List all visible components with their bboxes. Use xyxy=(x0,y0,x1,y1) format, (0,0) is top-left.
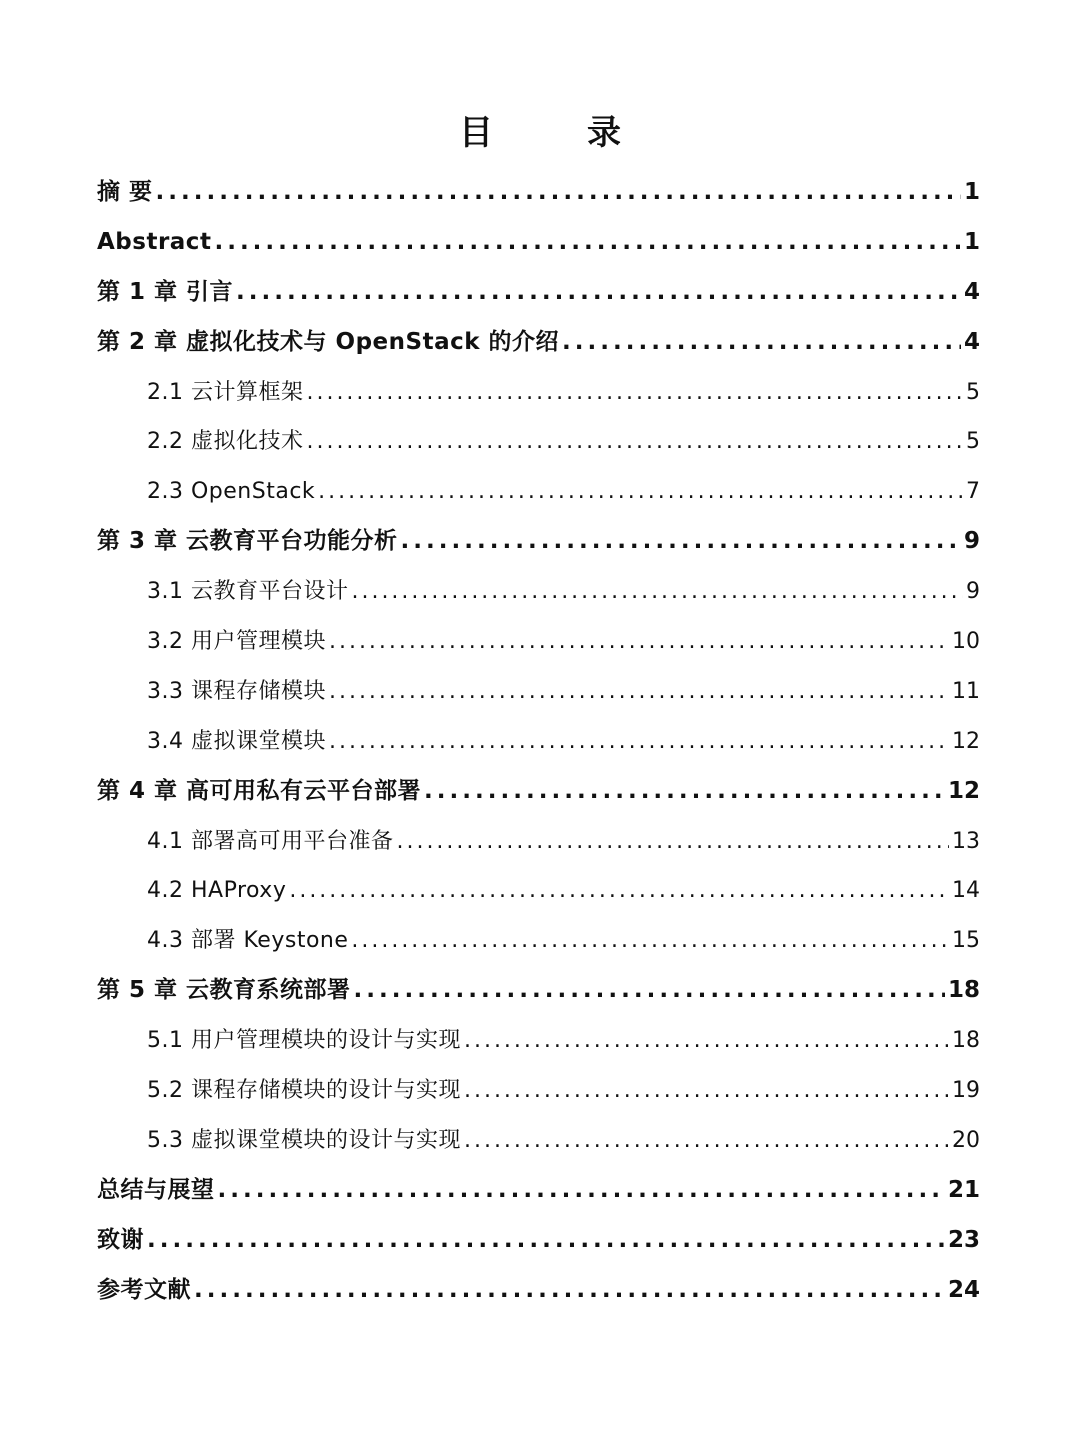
toc-entry[interactable] xyxy=(97,617,980,667)
toc-entry-page-number: 13 xyxy=(952,828,980,854)
toc-dot-leader xyxy=(401,517,961,567)
toc-entry[interactable] xyxy=(97,1166,980,1216)
toc-entry-label: 4.2 HAProxy xyxy=(147,878,287,904)
toc-entry[interactable] xyxy=(97,318,980,368)
toc-dot-leader xyxy=(289,866,949,916)
toc-dot-leader xyxy=(329,667,949,717)
toc-entry-label: 第 2 章 虚拟化技术与 OpenStack 的介绍 xyxy=(97,328,560,355)
toc-entry-page-number: 12 xyxy=(947,777,980,804)
toc-dot-leader xyxy=(351,567,963,617)
toc-entry-label: 3.4 虚拟课堂模块 xyxy=(147,728,326,754)
toc-dot-leader xyxy=(464,1016,949,1066)
toc-dot-leader xyxy=(236,268,961,318)
toc-entry-page-number: 4 xyxy=(963,278,980,305)
toc-entry-label: 第 1 章 引言 xyxy=(97,278,234,305)
toc-entry-page-number: 23 xyxy=(947,1226,980,1253)
toc-entry-page-number: 24 xyxy=(947,1276,980,1303)
toc-entry-label: 2.3 OpenStack xyxy=(147,479,316,505)
toc-entry[interactable] xyxy=(97,1216,980,1266)
toc-entry[interactable] xyxy=(97,517,980,567)
toc-entry[interactable] xyxy=(97,1116,980,1166)
toc-list xyxy=(97,168,980,1315)
toc-entry-page-number: 18 xyxy=(952,1028,980,1054)
toc-entry-page-number: 7 xyxy=(966,479,980,505)
toc-entry-label: 4.3 部署 Keystone xyxy=(147,928,349,954)
toc-entry-page-number: 1 xyxy=(963,228,980,255)
toc-entry-label: 4.1 部署高可用平台准备 xyxy=(147,828,394,854)
toc-entry[interactable] xyxy=(97,966,980,1016)
toc-entry[interactable] xyxy=(97,667,980,717)
toc-entry-page-number: 1 xyxy=(963,179,980,205)
toc-dot-leader xyxy=(351,916,949,966)
toc-dot-leader xyxy=(306,368,963,418)
toc-entry-page-number: 5 xyxy=(966,379,980,405)
toc-entry-label: 2.2 虚拟化技术 xyxy=(147,429,304,455)
toc-entry[interactable] xyxy=(97,467,980,517)
toc-entry[interactable] xyxy=(97,817,980,867)
toc-entry-label: 第 4 章 高可用私有云平台部署 xyxy=(97,777,422,804)
toc-entry[interactable] xyxy=(97,218,980,268)
toc-entry[interactable] xyxy=(97,268,980,318)
toc-dot-leader xyxy=(562,318,961,368)
toc-entry-label: 3.1 云教育平台设计 xyxy=(147,579,349,605)
toc-entry-label: 2.1 云计算框架 xyxy=(147,379,304,405)
toc-entry[interactable] xyxy=(97,916,980,966)
toc-entry-label: Abstract xyxy=(97,228,212,255)
toc-dot-leader xyxy=(329,617,949,667)
toc-entry-page-number: 20 xyxy=(952,1127,980,1153)
toc-entry-page-number: 10 xyxy=(952,629,980,655)
toc-entry-label: 摘 要 xyxy=(97,179,153,205)
toc-entry-page-number: 18 xyxy=(947,977,980,1004)
toc-dot-leader xyxy=(147,1216,945,1266)
toc-entry-label: 5.1 用户管理模块的设计与实现 xyxy=(147,1028,461,1054)
toc-entry[interactable] xyxy=(97,417,980,467)
toc-entry-page-number: 21 xyxy=(947,1176,980,1203)
page-title: 目 录 xyxy=(459,112,651,153)
toc-entry[interactable] xyxy=(97,1016,980,1066)
toc-entry[interactable] xyxy=(97,368,980,418)
toc-entry-label: 第 5 章 云教育系统部署 xyxy=(97,977,351,1004)
toc-entry[interactable] xyxy=(97,717,980,767)
toc-dot-leader xyxy=(354,966,945,1016)
toc-entry[interactable] xyxy=(97,168,980,218)
toc-entry[interactable] xyxy=(97,1066,980,1116)
toc-entry-page-number: 9 xyxy=(963,528,980,555)
toc-entry-page-number: 9 xyxy=(966,579,980,605)
toc-entry-label: 5.3 虚拟课堂模块的设计与实现 xyxy=(147,1127,461,1153)
toc-entry-page-number: 14 xyxy=(952,878,980,904)
toc-dot-leader xyxy=(194,1266,945,1316)
toc-entry[interactable] xyxy=(97,767,980,817)
toc-entry-label: 3.2 用户管理模块 xyxy=(147,629,326,655)
toc-entry[interactable] xyxy=(97,567,980,617)
toc-dot-leader xyxy=(396,817,949,867)
toc-entry-label: 第 3 章 云教育平台功能分析 xyxy=(97,528,398,555)
toc-entry-label: 参考文献 xyxy=(97,1276,191,1303)
toc-dot-leader xyxy=(424,767,945,817)
toc-dot-leader xyxy=(214,218,961,268)
toc-entry-label: 3.3 课程存储模块 xyxy=(147,678,326,704)
toc-dot-leader xyxy=(329,717,949,767)
toc-dot-leader xyxy=(464,1066,949,1116)
toc-entry-page-number: 4 xyxy=(963,328,980,355)
toc-entry[interactable] xyxy=(97,866,980,916)
toc-dot-leader xyxy=(464,1116,949,1166)
toc-entry-label: 总结与展望 xyxy=(97,1176,215,1203)
toc-entry-label: 5.2 课程存储模块的设计与实现 xyxy=(147,1078,461,1104)
toc-entry-page-number: 19 xyxy=(952,1078,980,1104)
toc-dot-leader xyxy=(156,168,961,218)
toc-entry-page-number: 15 xyxy=(952,928,980,954)
toc-dot-leader xyxy=(318,467,963,517)
toc-dot-leader xyxy=(306,417,963,467)
toc-entry-page-number: 11 xyxy=(952,678,980,704)
toc-entry-page-number: 5 xyxy=(966,429,980,455)
toc-entry-label: 致谢 xyxy=(97,1226,144,1253)
toc-entry-page-number: 12 xyxy=(952,728,980,754)
toc-dot-leader xyxy=(218,1166,945,1216)
toc-entry[interactable] xyxy=(97,1266,980,1316)
